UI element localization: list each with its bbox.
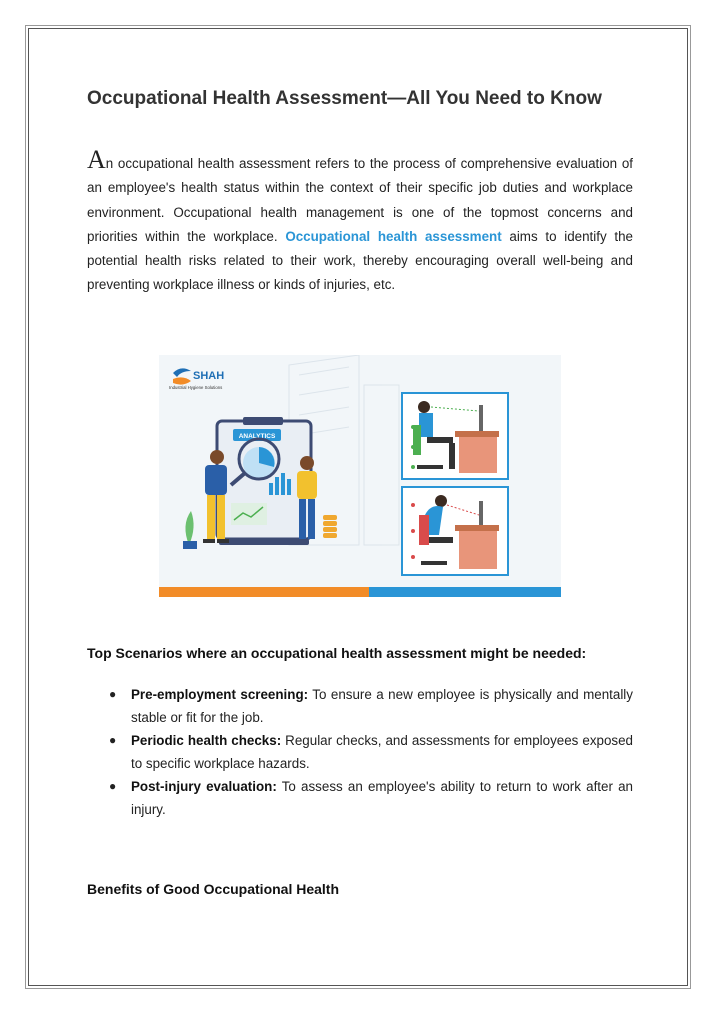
board-label: ANALYTICS bbox=[238, 433, 276, 440]
logo-tagline: Industrial Hygiene Solutions bbox=[169, 385, 223, 390]
illustration bbox=[159, 355, 561, 597]
incorrect-posture-panel bbox=[402, 487, 508, 575]
scenarios-heading: Top Scenarios where an occupational health assessment might be needed: bbox=[87, 645, 587, 661]
orange-band bbox=[159, 587, 369, 597]
list-item bbox=[87, 683, 633, 729]
shah-logo bbox=[169, 368, 224, 390]
scenario-text: Regular checks, and assessments for employees exposed to specific workplace hazards. bbox=[131, 733, 634, 771]
bullet-icon: ● bbox=[109, 733, 117, 747]
intro-text-end: aims to identify the potential health risks related to their work, thereby encouraging overall well-being and preventing workplace illness or kinds of injuries, etc. bbox=[87, 228, 633, 293]
correct-posture-panel bbox=[402, 393, 508, 479]
scenario-term: Pre-employment screening: bbox=[131, 687, 309, 702]
analytics-board bbox=[217, 417, 311, 545]
scenario-term: Periodic health checks: bbox=[131, 733, 282, 748]
scenario-text: To assess an employee's ability to return to work after an injury. bbox=[131, 779, 633, 817]
bullet-icon: ● bbox=[109, 779, 117, 793]
drop-cap: A bbox=[87, 145, 106, 174]
scenario-text: To ensure a new employee is physically and mentally stable or fit for the job. bbox=[131, 687, 633, 725]
list-item bbox=[87, 775, 633, 821]
plant-icon bbox=[183, 511, 197, 549]
assessment-link[interactable]: Occupational health assessment bbox=[285, 228, 502, 244]
coins-icon bbox=[323, 515, 337, 538]
illustration-graphic bbox=[159, 355, 561, 597]
scenario-term: Post-injury evaluation: bbox=[131, 779, 277, 794]
logo-text: SHAH bbox=[193, 370, 225, 382]
bullet-icon: ● bbox=[109, 687, 117, 701]
benefits-heading: Benefits of Good Occupational Health bbox=[87, 881, 340, 897]
blue-band bbox=[369, 587, 561, 597]
list-item bbox=[87, 729, 633, 775]
scenarios-list bbox=[87, 683, 633, 821]
intro-paragraph bbox=[87, 145, 633, 298]
intro-text-start: n occupational health assessment refers to the process of comprehensive evaluation of an employee's health status within the context of their specific job duties and workplace environment. Occupational health management is one of the topmost concerns and priorities within the workplace. bbox=[87, 156, 633, 244]
document-title: Occupational Health Assessment—All You Need to Know bbox=[87, 88, 602, 109]
